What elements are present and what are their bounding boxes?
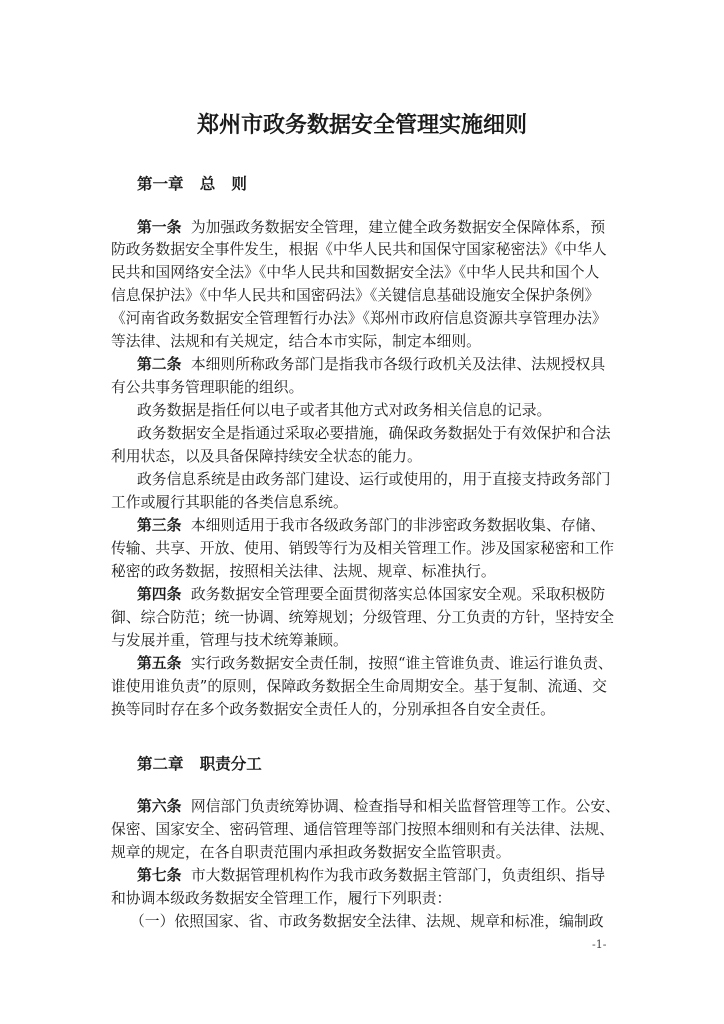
- article-6-line-2: 保密、国家安全、密码管理、通信管理等部门按照本细则和有关法律、法规、: [111, 821, 615, 838]
- article-7-label: 第七条: [137, 867, 182, 884]
- article-4-line-2: 御、综合防范；统一协调、统筹规划；分级管理、分工负责的方针，坚持安全: [111, 609, 615, 626]
- paragraph-line: 利用状态，以及具备保障持续安全状态的能力。: [111, 448, 422, 465]
- article-3-line-3: 秘密的政务数据，按照相关法律、法规、规章、标准执行。: [111, 563, 496, 580]
- article-6-label: 第六条: [137, 798, 182, 815]
- article-3-line-2: 传输、共享、开放、使用、销毁等行为及相关管理工作。涉及国家秘密和工作: [111, 540, 615, 557]
- paragraph-line: 政务信息系统是由政务部门建设、运行或使用的，用于直接支持政务部门: [137, 471, 611, 488]
- paragraph-line: 工作或履行其职能的各类信息系统。: [111, 494, 348, 511]
- chapter-2-heading: 第二章 职责分工: [137, 755, 262, 773]
- article-3-line-1: 第三条 本细则适用于我市各级政务部门的非涉密政务数据收集、存储、: [137, 517, 606, 534]
- article-4-line-3: 与发展并重，管理与技术统筹兼顾。: [111, 632, 348, 649]
- article-1-line-4: 信息保护法》《中华人民共和国密码法》《关键信息基础设施安全保护条例》: [111, 287, 600, 304]
- article-1-line-6: 等法律、法规和有关规定，结合本市实际，制定本细则。: [111, 333, 481, 350]
- article-5-line-1: 第五条 实行政务数据安全责任制，按照“谁主管谁负责、谁运行谁负责、: [137, 655, 613, 672]
- article-4-label: 第四条: [137, 586, 182, 603]
- article-5-label: 第五条: [137, 655, 182, 672]
- article-7-line-1: 第七条 市大数据管理机构作为我市政务数据主管部门，负责组织、指导: [137, 867, 606, 884]
- article-7-line-2: 和协调本级政务数据安全管理工作，履行下列职责：: [111, 890, 452, 907]
- article-6-line-3: 规章的规定，在各自职责范围内承担政务数据安全监管职责。: [111, 844, 511, 861]
- article-2-line-1: 第二条 本细则所称政务部门是指我市各级行政机关及法律、法规授权具: [137, 356, 606, 373]
- article-1-line-5: 《河南省政务数据安全管理暂行办法》《郑州市政府信息资源共享管理办法》: [111, 310, 607, 327]
- page-number: -1-: [592, 938, 607, 951]
- article-4-line-1: 第四条 政务数据安全管理要全面贯彻落实总体国家安全观。采取积极防: [137, 586, 606, 603]
- article-2-label: 第二条: [137, 356, 182, 373]
- document-title: 郑州市政务数据安全管理实施细则: [196, 113, 527, 138]
- article-1-label: 第一条: [137, 219, 182, 236]
- article-7-item-1: （一）依照国家、省、市政务数据安全法律、法规、规章和标准，编制政: [130, 913, 604, 930]
- article-6-line-1: 第六条 网信部门负责统筹协调、检查指导和相关监督管理等工作。公安、: [137, 798, 620, 815]
- paragraph-line: 政务数据安全是指通过采取必要措施，确保政务数据处于有效保护和合法: [137, 425, 611, 442]
- article-1-line-2: 防政务数据安全事件发生，根据《中华人民共和国保守国家秘密法》《中华人: [111, 241, 607, 258]
- article-3-label: 第三条: [137, 517, 182, 534]
- article-5-line-3: 换等同时存在多个政务数据安全责任人的，分别承担各自安全责任。: [111, 701, 555, 718]
- article-1-line-3: 民共和国网络安全法》《中华人民共和国数据安全法》《中华人民共和国个人: [111, 264, 600, 281]
- paragraph-line: 政务数据是指任何以电子或者其他方式对政务相关信息的记录。: [137, 402, 552, 419]
- article-5-line-2: 谁使用谁负责”的原则，保障政务数据全生命周期安全。基于复制、流通、交: [111, 678, 607, 695]
- article-2-line-2: 有公共事务管理职能的组织。: [111, 379, 304, 396]
- chapter-1-heading: 第一章 总 则: [137, 175, 247, 193]
- article-1-line-1: 第一条 为加强政务数据安全管理，建立健全政务数据安全保障体系，预: [137, 219, 606, 236]
